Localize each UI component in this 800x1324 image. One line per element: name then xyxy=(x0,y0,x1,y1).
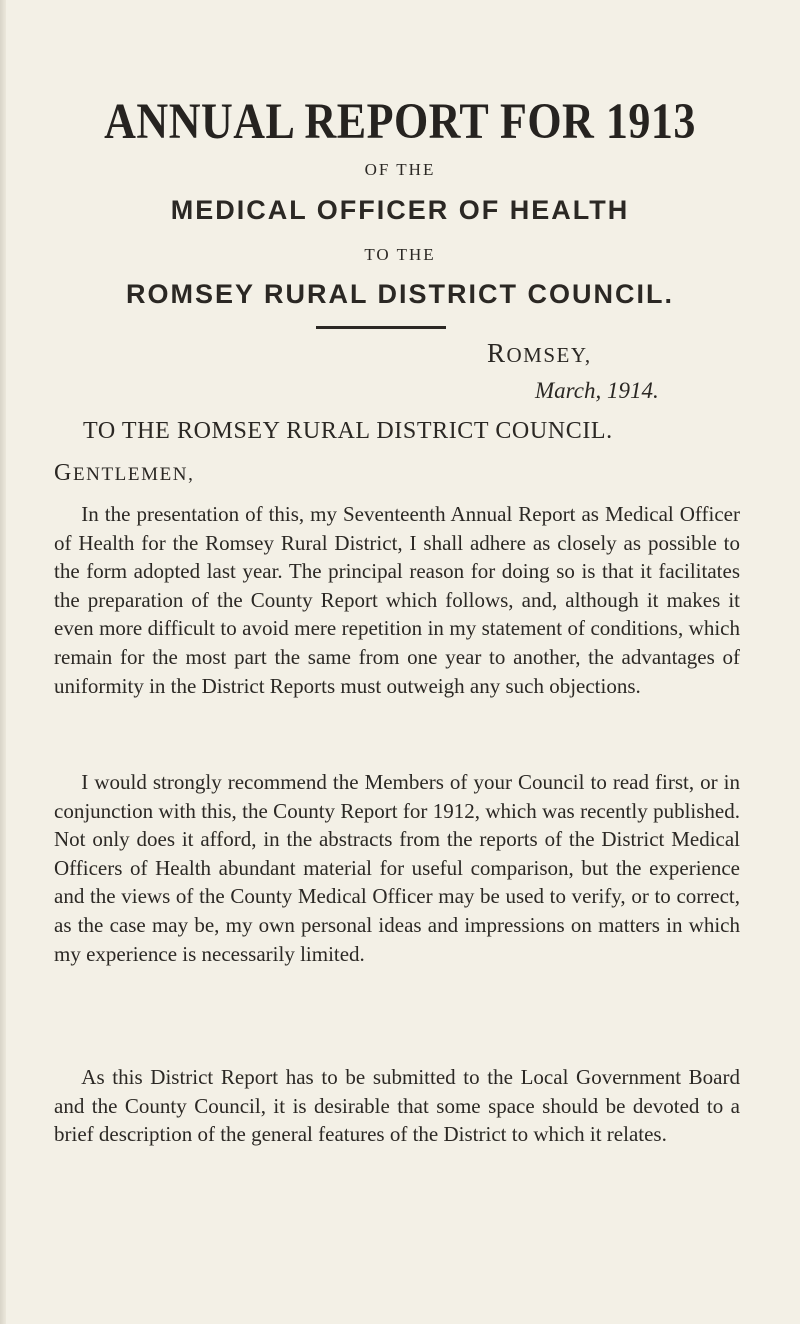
salutation-rest: ENTLEMEN, xyxy=(72,464,195,485)
paragraph-1: In the presentation of this, my Seventeenth Annual Report as Medical Officer of Health for the Romsey Rural District, I shall adhere as closely as possible to the form adopted last year. The principal reason for doing so is that it facilitates the preparation of the County Report which follows, and, although it makes it even more difficult to avoid mere repetition in my statement of conditions, which remain for the most part the same from one year to another, the advantages of uniformity in the District Reports must outweigh any such objections. xyxy=(54,502,740,698)
to-the-line: TO THE xyxy=(364,245,436,264)
paragraph-2: I would strongly recommend the Members of your Council to read first, or in conjunction with this, the County Report for 1912, which was recently published. Not only does it afford, in the abstracts from the reports of the District Medical Officers of Health abundant material for useful comparison, but the experience and the views of the County Medical Officer may be used to verify, or to correct, as the case may be, my own personal ideas and impressions on matters in which my experience is necessarily limited. xyxy=(54,770,740,966)
letter-date: March, 1914. xyxy=(535,378,659,403)
council-heading: ROMSEY RURAL DISTRICT COUNCIL. xyxy=(125,279,675,309)
letter-address: TO THE ROMSEY RURAL DISTRICT COUNCIL. xyxy=(83,418,613,444)
report-title: ANNUAL REPORT FOR 1913 xyxy=(104,93,696,150)
place-initial: R xyxy=(487,338,507,368)
letter-place xyxy=(487,338,592,369)
place-rest: OMSEY, xyxy=(506,343,592,367)
divider-rule xyxy=(316,326,446,329)
letter-salutation xyxy=(54,460,194,487)
salutation-initial: G xyxy=(54,460,73,486)
paragraph-3: As this District Report has to be submitted to the Local Government Board and the County Council, it is desirable that some space should be devoted to a brief description of the general features of the District to which it relates. xyxy=(54,1065,740,1147)
officer-heading: MEDICAL OFFICER OF HEALTH xyxy=(170,195,630,225)
of-the-line: OF THE xyxy=(364,160,436,179)
